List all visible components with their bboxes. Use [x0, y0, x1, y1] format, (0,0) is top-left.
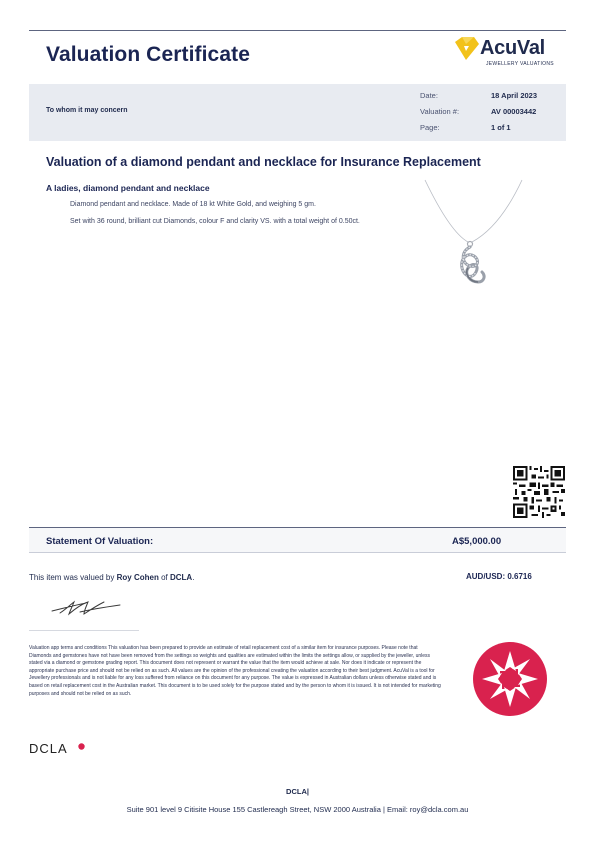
valuer-company: DCLA [169, 573, 193, 582]
page-title: Valuation Certificate [46, 43, 250, 66]
page-value: 1 of 1 [491, 123, 511, 132]
exchange-rate: AUD/USD: 0.6716 [466, 572, 532, 581]
logo-tagline: JEWELLERY VALUATIONS [486, 61, 554, 67]
date-value: 18 April 2023 [491, 91, 537, 100]
dcla-badge-icon [472, 641, 548, 717]
top-rule [29, 30, 566, 31]
item-title: A ladies, diamond pendant and necklace [46, 183, 210, 193]
valuation-number-value: AV 00003442 [491, 107, 537, 116]
dcla-logo [29, 741, 89, 761]
item-description-line: Diamond pendant and necklace. Made of 18 kt White Gold, and weighing 5 gm. [70, 201, 316, 208]
signature [46, 595, 136, 621]
section-title: Valuation of a diamond pendant and necklace for Insurance Replacement [46, 155, 481, 169]
logo-wordmark: AcuVal [480, 37, 545, 59]
footer-address: Suite 901 level 9 Citisite House 155 Castlereagh Street, NSW 2000 Australia | Email: roy@dcla.com.au [126, 805, 469, 814]
valued-by-suffix: . [192, 573, 195, 582]
qr-code [513, 466, 565, 518]
valuer-name: Roy Cohen [116, 573, 159, 582]
dcla-mark-icon [78, 743, 85, 750]
statement-label: Statement Of Valuation: [46, 536, 154, 547]
signature-rule [29, 630, 139, 631]
diamond-icon [452, 36, 480, 62]
pendant-necklace-photo [410, 172, 540, 322]
dcla-wordmark: DCLA [29, 741, 68, 756]
page-label: Page: [420, 123, 440, 132]
terms-and-conditions: Valuation app terms and conditions This valuation has been prepared to provide an estimate of retail replacement cost of a similar item for insurance purposes. Please note that Diamonds and gemstones have not have been removed from the settings so weights and qualities are estimated within the limits the settings allow, or supplied by the jeweller, unless stated via a diamond or gemstone grading report. This document does not represent or warrant the value that the item would achieve at sale. Nor does it indicate or represent the appropriate purchase price and should not be relied on as such. All values are the opinion of the professional creating the valuation according to their best judgment. AcuVal is a tool for Jewellery professionals and is not liable for any loss suffered from reliance on this document for any purpose. The value is expressed in Australian dollars unless otherwise stated and is based on retail replacement cost in the Australian market. This document is to be used solely for the purpose stated and by the person to whom it is issued. It is not intended for marketing purposes and should not be relied on as such. [29, 645, 441, 697]
acuval-logo [452, 36, 562, 72]
recipient-text: To whom it may concern [46, 107, 128, 114]
item-description [70, 199, 395, 233]
footer-company: DCLA| [286, 787, 309, 796]
valued-by-prefix: This item was valued by [29, 573, 115, 582]
valuation-number-label: Valuation #: [420, 107, 460, 116]
valued-by-of: of [161, 573, 168, 582]
valuation-rule-bottom [29, 552, 566, 553]
date-label: Date: [420, 91, 438, 100]
item-description-line: Set with 36 round, brilliant cut Diamonds, colour F and clarity VS. with a total weight of 0.50ct. [70, 218, 360, 225]
valued-by-line [29, 573, 194, 582]
valuation-amount: A$5,000.00 [452, 536, 502, 547]
